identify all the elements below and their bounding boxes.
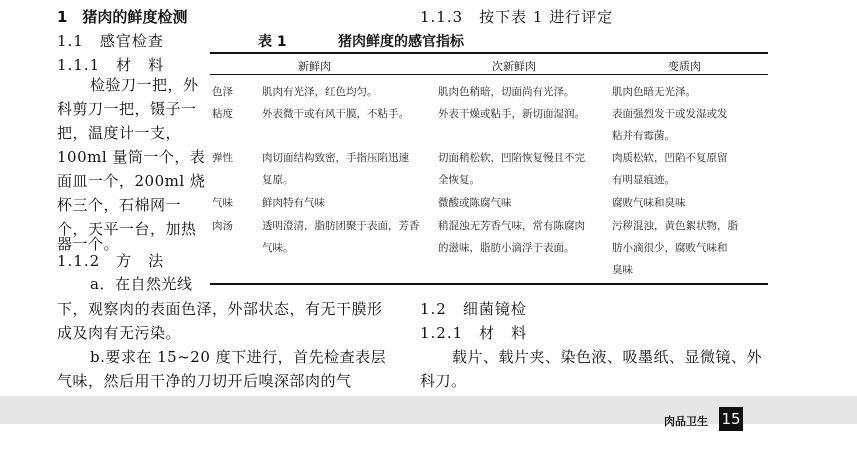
method-line: 成及肉有无污染。: [57, 324, 182, 342]
table-cell-line: 稍混浊无芳香气味，常有陈腐肉: [438, 220, 585, 232]
heading-microscopy: 1.2 细菌镜检: [420, 300, 527, 318]
table-cell-line: 粘并有霉菌。: [612, 130, 675, 142]
table-top-rule: [210, 52, 768, 54]
table-cell-line: 肌肉有光泽，红色均匀。: [262, 86, 378, 98]
table-cell-line: 肌肉色稍暗，切面尚有光泽。: [438, 86, 575, 98]
method-line: 下，观察肉的表面色泽，外部状态，有无干膜形: [57, 300, 383, 318]
method-line: a．在自然光线: [90, 275, 193, 293]
page-number: 15: [719, 407, 743, 431]
heading-sensory: 1.1 感官检查: [57, 32, 164, 50]
table-header-rule: [210, 74, 768, 75]
table-cell-line: 肉切面结构致密，手指压陷迅速: [262, 152, 409, 164]
table-row-label: 色泽: [212, 86, 233, 98]
section-title: 1 猪肉的鲜度检测: [57, 8, 188, 26]
table-bottom-rule: [210, 283, 768, 285]
materials-line: 杯三个，石棉网一: [57, 196, 182, 214]
column-header-semifresh: 次新鲜肉: [492, 60, 536, 73]
table-cell-line: 臭味: [612, 264, 633, 276]
method-line: 气味，然后用干净的刀切开后嗅深部肉的气: [57, 372, 352, 390]
table-cell-line: 复原。: [262, 174, 294, 186]
heading-evaluate: 1.1.3 按下表 1 进行评定: [420, 8, 614, 26]
column-header-spoiled: 变质肉: [668, 60, 701, 73]
materials-line: 面皿一个，200ml 烧: [57, 172, 206, 190]
table-row-label: 弹性: [212, 152, 233, 164]
heading-materials: 1.1.1 材 料: [57, 56, 165, 74]
materials-line: 个，天平一台，加热: [57, 220, 197, 238]
journal-label: 肉品卫生: [664, 415, 708, 428]
table-cell-line: 有明显痕迹。: [612, 174, 675, 186]
table-title: 猪肉鲜度的感官指标: [338, 34, 464, 50]
table-cell-line: 气味。: [262, 242, 294, 254]
table-cell-line: 腐败气味和臭味: [612, 197, 686, 209]
table-cell-line: 外表微干或有风干膜，不粘手。: [262, 108, 409, 120]
table-cell-line: 的滋味，脂肪小滴浮于表面。: [438, 242, 575, 254]
materials-line: 科剪刀一把，镊子一: [57, 100, 197, 118]
table-row-label: 气味: [212, 197, 233, 209]
table-cell-line: 表面强烈发干或发湿或发: [612, 108, 728, 120]
materials-line: 检验刀一把，外: [90, 76, 199, 94]
materials-line: 器一个。: [57, 235, 120, 253]
table-cell-line: 肪小滴很少，腐败气味和: [612, 242, 728, 254]
microscopy-line: 科刀。: [420, 372, 467, 390]
materials-line: 把，温度计一支，: [57, 124, 182, 142]
heading-microscopy-materials: 1.2.1 材 料: [420, 324, 528, 342]
column-header-fresh: 新鲜肉: [298, 60, 331, 73]
table-cell-line: 肌肉色暗无光泽。: [612, 86, 696, 98]
table-label: 表 1: [258, 34, 287, 50]
table-cell-line: 鲜肉特有气味: [262, 197, 325, 209]
heading-method: 1.1.2 方 法: [57, 252, 165, 270]
table-cell-line: 肉质松软，凹陷不复原留: [612, 152, 728, 164]
table-cell-line: 透明澄清，脂肪团聚于表面，芳香: [262, 220, 420, 232]
table-cell-line: 微酸或陈腐气味: [438, 197, 512, 209]
table-cell-line: 污秽混浊，黄色絮状物，脂: [612, 220, 738, 232]
table-row-label: 粘度: [212, 108, 233, 120]
table-row-label: 肉汤: [212, 220, 233, 232]
materials-line: 100ml 量筒一个，表: [57, 148, 206, 166]
table-cell-line: 全恢复。: [438, 174, 480, 186]
table-cell-line: 切面稍松软，凹陷恢复慢且不完: [438, 152, 585, 164]
method-line: b.要求在 15~20 度下进行，首先检查表层: [90, 348, 387, 366]
microscopy-line: 载片、载片夹、染色液、吸墨纸、显微镜、外: [452, 348, 763, 366]
table-cell-line: 外表干燥或粘手，新切面湿润。: [438, 108, 585, 120]
